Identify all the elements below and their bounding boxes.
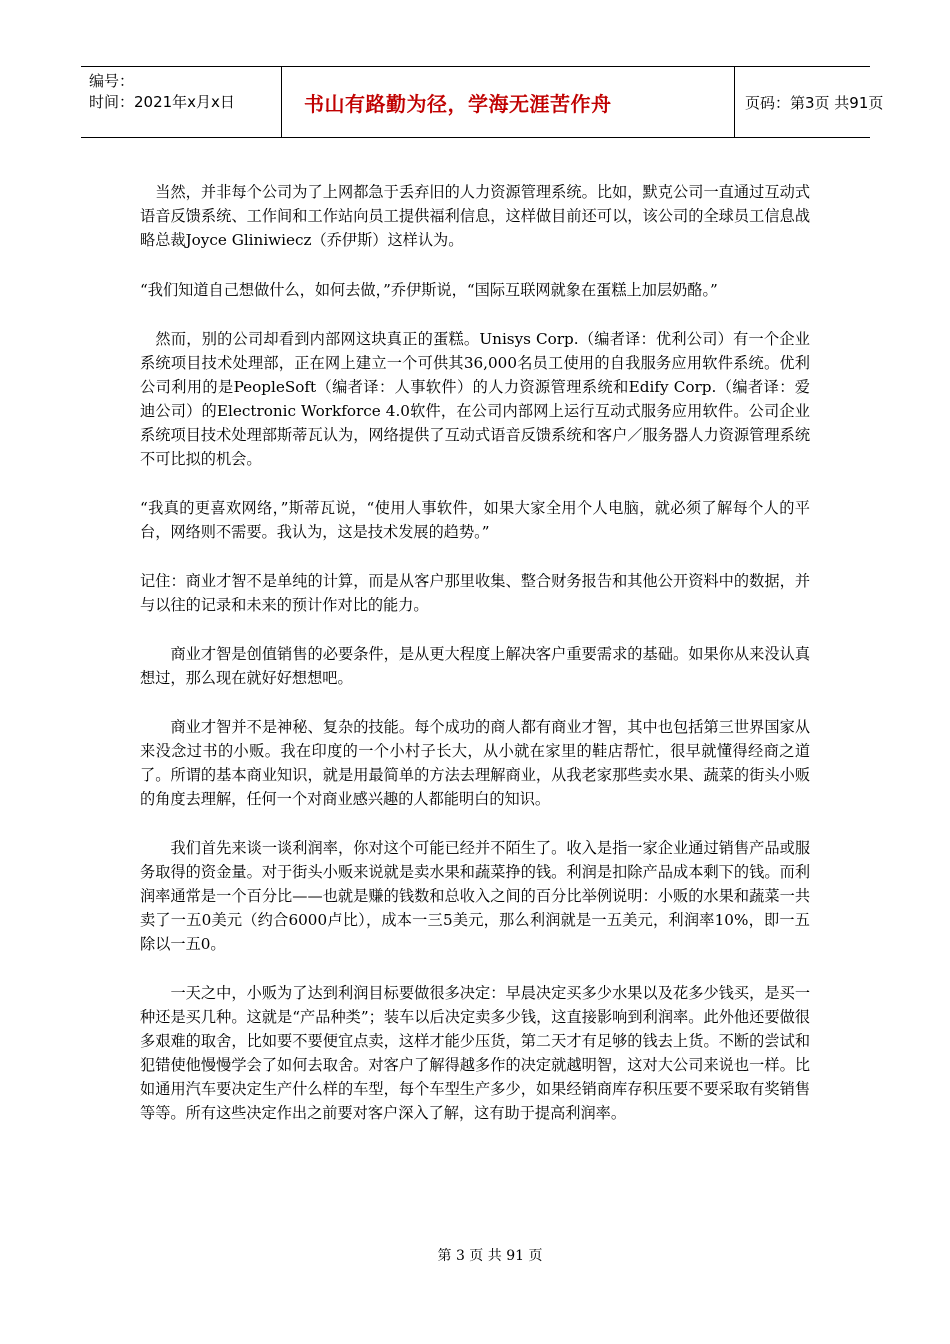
document-number-label: 编号： (89, 72, 135, 90)
paragraph: 商业才智是创值销售的必要条件，是从更大程度上解决客户重要需求的基础。如果你从来没认真想过，那么现在就好好想想吧。 (140, 645, 810, 687)
page-header (81, 66, 884, 138)
header-page-cell (735, 67, 884, 137)
header-motto-cell (282, 67, 735, 137)
page-footer: 第 3 页 共 91 页 (437, 1248, 543, 1264)
header-motto: 书山有路勤为径，学海无涯苦作舟 (304, 91, 612, 116)
header-meta-cell (81, 67, 282, 137)
paragraph: “我们知道自己想做什么，如何去做，”乔伊斯说，“国际互联网就象在蛋糕上加层奶酪。” (140, 281, 718, 299)
paragraph: 我们首先来谈一谈利润率，你对这个可能已经并不陌生了。收入是指一家企业通过销售产品或服务取得的资金量。对于街头小贩来说就是卖水果和蔬菜挣的钱。利润是扣除产品成本剩下的钱。而利润率通常是一个百分比——也就是赚的钱数和总收入之间的百分比举例说明：小贩的水果和蔬菜一共卖了一五0美元（约合6000卢比），成本一三5美元，那么利润就是一五美元，利润率10%，即一五除以一五0。 (140, 839, 810, 953)
document-date: 时间：2021年x月x日 (89, 93, 235, 111)
paragraph: “我真的更喜欢网络，”斯蒂瓦说，“使用人事软件，如果大家全用个人电脑，就必须了解每个人的平台，网络则不需要。我认为，这是技术发展的趋势。” (140, 499, 810, 541)
paragraph: 然而，别的公司却看到内部网这块真正的蛋糕。Unisys Corp.（编者译：优利公司）有一个企业系统项目技术处理部，正在网上建立一个可供其36,000名员工使用的自我服务应用软件系统。优利公司利用的是PeopleSoft（编者译：人事软件）的人力资源管理系统和Edify Corp.（编者译：爱迪公司）的Electronic Workforce 4.0软件，在公司内部网上运行互动式服务应用软件。公司企业系统项目技术处理部斯蒂瓦认为，网络提供了互动式语音反馈系统和客户／服务器人力资源管理系统不可比拟的机会。 (140, 330, 810, 468)
header-page-code: 页码：第3页 共91页 (745, 93, 884, 112)
paragraph: 记住：商业才智不是单纯的计算，而是从客户那里收集、整合财务报告和其他公开资料中的数据，并与以往的记录和未来的预计作对比的能力。 (140, 572, 810, 614)
paragraph: 商业才智并不是神秘、复杂的技能。每个成功的商人都有商业才智，其中也包括第三世界国家从来没念过书的小贩。我在印度的一个小村子长大，从小就在家里的鞋店帮忙，很早就懂得经商之道了。所谓的基本商业知识，就是用最简单的方法去理解商业，从我老家那些卖水果、蔬菜的街头小贩的角度去理解，任何一个对商业感兴趣的人都能明白的知识。 (140, 718, 810, 808)
document-body (140, 180, 810, 1125)
paragraph: 当然，并非每个公司为了上网都急于丢弃旧的人力资源管理系统。比如，默克公司一直通过互动式语音反馈系统、工作间和工作站向员工提供福利信息，这样做目前还可以，该公司的全球员工信息战略总裁Joyce Gliniwiecz（乔伊斯）这样认为。 (140, 183, 810, 249)
paragraph: 一天之中，小贩为了达到利润目标要做很多决定：早晨决定买多少水果以及花多少钱买，是买一种还是买几种。这就是“产品种类”；装车以后决定卖多少钱，这直接影响到利润率。此外他还要做很多艰难的取舍，比如要不要便宜点卖，这样才能少压货，第二天才有足够的钱去上货。不断的尝试和犯错使他慢慢学会了如何去取舍。对客户了解得越多作的决定就越明智，这对大公司来说也一样。比如通用汽车要决定生产什么样的车型，每个车型生产多少，如果经销商库存积压要不要采取有奖销售等等。所有这些决定作出之前要对客户深入了解，这有助于提高利润率。 (140, 984, 810, 1122)
